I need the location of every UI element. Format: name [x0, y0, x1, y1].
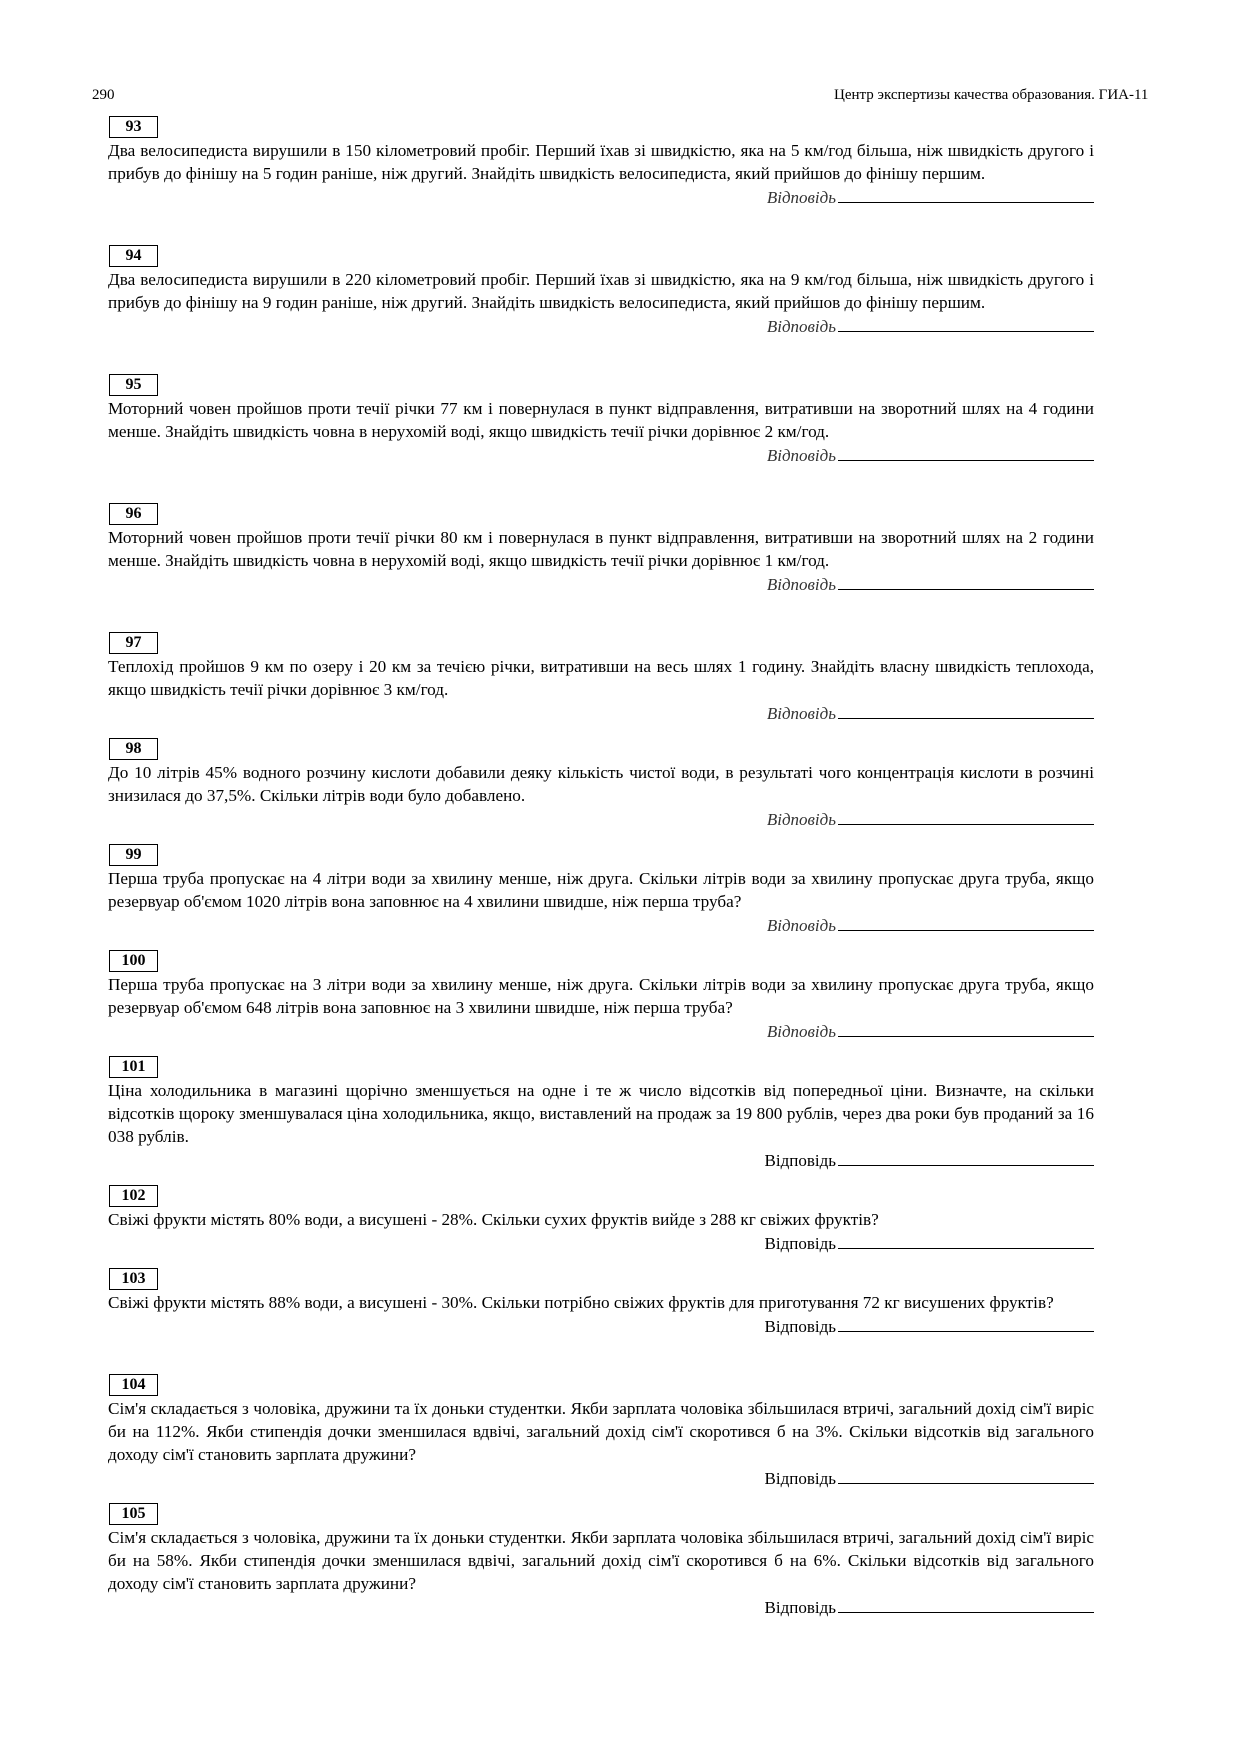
problem-text: Сім'я складається з чоловіка, дружини та їх доньки студентки. Якби зарплата чоловіка збільшилася втричі, загальний дохід сім'ї виріс би на 58%. Якби стипендія дочки зменшилася вдвічі, загальний дохід сім'ї скоротився б на 6%. Скільки відсотків від загального доходу сім'ї становить зарплата дружини? — [108, 1528, 1094, 1593]
answer-field[interactable] — [838, 1148, 1094, 1166]
answer-label: Відповідь — [766, 575, 836, 594]
answer-field[interactable] — [838, 701, 1094, 719]
answer-field[interactable] — [838, 1595, 1094, 1613]
answer-field[interactable] — [838, 443, 1094, 461]
problem-number: 105 — [109, 1503, 158, 1525]
problem-text: Два велосипедиста вирушили в 220 кілометровий пробіг. Перший їхав зі швидкістю, яка на 9 км/год більша, ніж швидкість другого і прибув до фінішу на 9 годин раніше, ніж другий. Знайдіть швидкість велосипедиста, який прийшов до фінішу першим. — [108, 270, 1094, 312]
problem-97 — [108, 632, 1094, 723]
problem-104 — [108, 1374, 1094, 1488]
problem-number: 103 — [109, 1268, 158, 1290]
problem-93 — [108, 116, 1094, 207]
problem-100 — [108, 950, 1094, 1041]
problem-number: 94 — [109, 245, 158, 267]
answer-label: Відповідь — [766, 810, 836, 829]
answer-field[interactable] — [838, 1019, 1094, 1037]
answer-label: Відповідь — [766, 916, 836, 935]
problem-number: 102 — [109, 1185, 158, 1207]
problem-text: Теплохід пройшов 9 км по озеру і 20 км за течією річки, витративши на весь шлях 1 годину. Знайдіть власну швидкість теплохода, якщо швидкість течії річки дорівнює 3 км/год. — [108, 657, 1094, 699]
problem-text: Перша труба пропускає на 4 літри води за хвилину менше, ніж друга. Скільки літрів води за хвилину пропускає друга труба, якщо резервуар об'ємом 1020 літрів вона заповнює на 4 хвилини швидше, ніж перша труба? — [108, 869, 1094, 911]
answer-row — [108, 1231, 1094, 1253]
answer-label: Відповідь — [764, 1151, 836, 1170]
answer-row — [108, 314, 1094, 336]
answer-label: Відповідь — [766, 188, 836, 207]
answer-label: Відповідь — [764, 1469, 836, 1488]
problem-number: 96 — [109, 503, 158, 525]
answer-field[interactable] — [838, 1466, 1094, 1484]
problem-text: Ціна холодильника в магазині щорічно зменшується на одне і те ж число відсотків від попередньої ціни. Визначте, на скільки відсотків щороку зменшувалася ціна холодильника, якщо, виставлений на продаж за 19 800 рублів, через два роки був проданий за 16 038 рублів. — [108, 1081, 1094, 1146]
problem-94 — [108, 245, 1094, 336]
problem-99 — [108, 844, 1094, 935]
problem-105 — [108, 1503, 1094, 1617]
answer-field[interactable] — [838, 913, 1094, 931]
problem-number: 104 — [109, 1374, 158, 1396]
problem-number: 93 — [109, 116, 158, 138]
answer-label: Відповідь — [764, 1317, 836, 1336]
problem-103 — [108, 1268, 1094, 1336]
page-header-title: Центр экспертизы качества образования. ГИА-11 — [834, 87, 1149, 103]
page-number: 290 — [92, 87, 115, 103]
problem-text: Перша труба пропускає на 3 літри води за хвилину менше, ніж друга. Скільки літрів води за хвилину пропускає друга труба, якщо резервуар об'ємом 648 літрів вона заповнює на 3 хвилини швидше, ніж перша труба? — [108, 975, 1094, 1017]
problem-text: Моторний човен пройшов проти течії річки 80 км і повернулася в пункт відправлення, витративши на зворотний шлях на 2 години менше. Знайдіть швидкість човна в нерухомій воді, якщо швидкість течії річки дорівнює 1 км/год. — [108, 528, 1094, 570]
answer-field[interactable] — [838, 1314, 1094, 1332]
problem-number: 100 — [109, 950, 158, 972]
problem-98 — [108, 738, 1094, 829]
problem-text: До 10 літрів 45% водного розчину кислоти добавили деяку кількість чистої води, в результаті чого концентрація кислоти в розчині знизилася до 37,5%. Скільки літрів води було добавлено. — [108, 763, 1094, 805]
answer-label: Відповідь — [766, 446, 836, 465]
problem-text: Моторний човен пройшов проти течії річки 77 км і повернулася в пункт відправлення, витративши на зворотний шлях на 4 години менше. Знайдіть швидкість човна в нерухомій воді, якщо швидкість течії річки дорівнює 2 км/год. — [108, 399, 1094, 441]
problem-number: 97 — [109, 632, 158, 654]
problem-text: Свіжі фрукти містять 80% води, а висушені - 28%. Скільки сухих фруктів вийде з 288 кг свіжих фруктів? — [108, 1210, 879, 1229]
problem-text: Два велосипедиста вирушили в 150 кілометровий пробіг. Перший їхав зі швидкістю, яка на 5 км/год більша, ніж швидкість другого і прибув до фінішу на 5 годин раніше, ніж другий. Знайдіть швидкість велосипедиста, який прийшов до фінішу першим. — [108, 141, 1094, 183]
answer-label: Відповідь — [764, 1598, 836, 1617]
answer-row — [108, 807, 1094, 829]
answer-row — [108, 1314, 1094, 1336]
problem-number: 95 — [109, 374, 158, 396]
answer-field[interactable] — [838, 807, 1094, 825]
answer-row — [108, 443, 1094, 465]
problem-number: 98 — [109, 738, 158, 760]
answer-label: Відповідь — [766, 704, 836, 723]
answer-label: Відповідь — [766, 1022, 836, 1041]
answer-row — [108, 1019, 1094, 1041]
problem-number: 99 — [109, 844, 158, 866]
answer-row — [108, 701, 1094, 723]
answer-label: Відповідь — [766, 317, 836, 336]
answer-field[interactable] — [838, 185, 1094, 203]
problem-text: Сім'я складається з чоловіка, дружини та їх доньки студентки. Якби зарплата чоловіка збільшилася втричі, загальний дохід сім'ї виріс би на 112%. Якби стипендія дочки зменшилася вдвічі, загальний дохід сім'ї скоротився б на 3%. Скільки відсотків від загального доходу сім'ї становить зарплата дружини? — [108, 1399, 1094, 1464]
answer-row — [108, 1595, 1094, 1617]
problem-text: Свіжі фрукти містять 88% води, а висушені - 30%. Скільки потрібно свіжих фруктів для приготування 72 кг висушених фруктів? — [108, 1293, 1054, 1312]
answer-field[interactable] — [838, 314, 1094, 332]
answer-field[interactable] — [838, 1231, 1094, 1249]
answer-label: Відповідь — [764, 1234, 836, 1253]
problem-101 — [108, 1056, 1094, 1170]
answer-row — [108, 1148, 1094, 1170]
problem-number: 101 — [109, 1056, 158, 1078]
problem-95 — [108, 374, 1094, 465]
answer-row — [108, 913, 1094, 935]
answer-row — [108, 572, 1094, 594]
answer-row — [108, 1466, 1094, 1488]
answer-row — [108, 185, 1094, 207]
problem-96 — [108, 503, 1094, 594]
problem-102 — [108, 1185, 1094, 1253]
answer-field[interactable] — [838, 572, 1094, 590]
